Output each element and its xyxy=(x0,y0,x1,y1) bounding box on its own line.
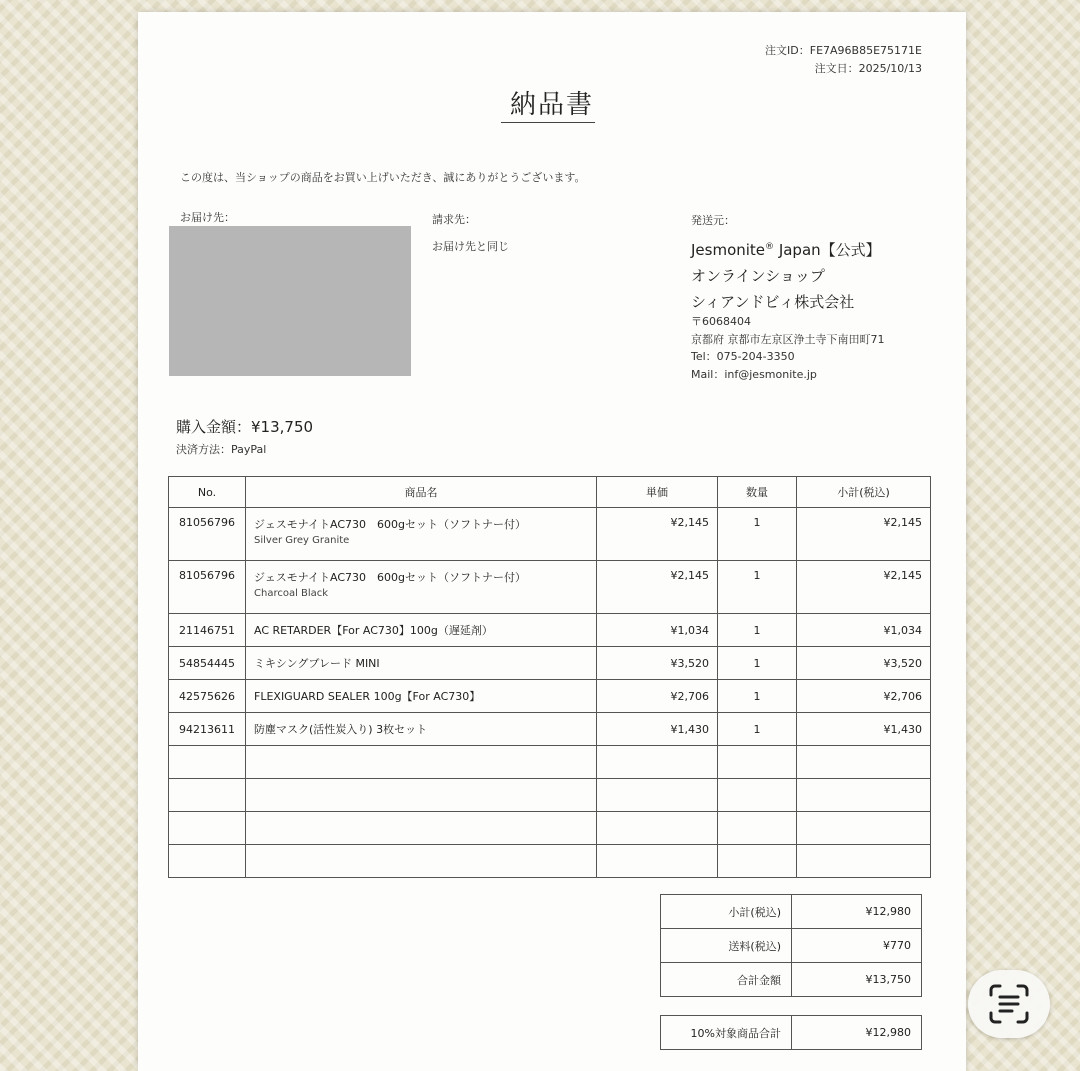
product-variant: Silver Grey Granite xyxy=(254,535,350,546)
row-price: ¥2,145 xyxy=(597,561,718,614)
row-price: ¥2,706 xyxy=(597,680,718,713)
table-row xyxy=(169,614,931,647)
summary-table xyxy=(660,894,922,997)
sender-company xyxy=(691,234,881,315)
table-header xyxy=(169,477,931,508)
row-subtotal: ¥2,145 xyxy=(797,508,931,561)
tax10-value: ¥12,980 xyxy=(792,1016,922,1050)
table-row xyxy=(169,680,931,713)
order-id: 注文ID：FE7A96B85E75171E xyxy=(765,44,922,57)
row-name xyxy=(246,508,597,561)
row-no: 21146751 xyxy=(169,614,246,647)
row-no: 42575626 xyxy=(169,680,246,713)
table-row xyxy=(169,508,931,561)
text-scan-button[interactable] xyxy=(968,970,1050,1038)
summary-row xyxy=(661,963,922,997)
row-name xyxy=(246,561,597,614)
greeting-text: この度は、当ショップの商品をお買い上げいただき、誠にありがとうございます。 xyxy=(180,171,586,184)
product-variant: Charcoal Black xyxy=(254,588,329,599)
row-qty: 1 xyxy=(718,508,797,561)
col-price: 単価 xyxy=(597,477,718,508)
street-address: 京都府 京都市左京区浄土寺下南田町71 xyxy=(691,332,885,346)
sender-label: 発送元： xyxy=(691,214,735,227)
company-suffix: Japan【公式】 xyxy=(774,241,881,259)
empty-row xyxy=(169,812,931,845)
summary-shipping-label: 送料(税込) xyxy=(661,929,792,963)
summary-subtotal-label: 小計(税込) xyxy=(661,895,792,929)
row-name: ミキシングブレード MINI xyxy=(246,647,597,680)
row-qty: 1 xyxy=(718,647,797,680)
table-row xyxy=(169,647,931,680)
row-no: 54854445 xyxy=(169,647,246,680)
purchase-total: 購入金額：¥13,750 xyxy=(176,418,314,436)
col-subtotal: 小計(税込) xyxy=(797,477,931,508)
summary-row xyxy=(661,1016,922,1050)
col-qty: 数量 xyxy=(718,477,797,508)
row-no: 94213611 xyxy=(169,713,246,746)
table-row xyxy=(169,713,931,746)
company-name: シィアンドビィ株式会社 xyxy=(691,293,855,311)
row-name: AC RETARDER【For AC730】100g（遅延剤） xyxy=(246,614,597,647)
row-name: 防塵マスク(活性炭入り) 3枚セット xyxy=(246,713,597,746)
row-name: FLEXIGUARD SEALER 100g【For AC730】 xyxy=(246,680,597,713)
text-scan-icon xyxy=(988,983,1030,1025)
row-price: ¥3,520 xyxy=(597,647,718,680)
row-subtotal: ¥3,520 xyxy=(797,647,931,680)
row-qty: 1 xyxy=(718,680,797,713)
row-subtotal: ¥1,430 xyxy=(797,713,931,746)
tax-summary-table xyxy=(660,1015,922,1050)
summary-row xyxy=(661,895,922,929)
summary-subtotal: ¥12,980 xyxy=(792,895,922,929)
company-brand: Jesmonite xyxy=(691,241,766,259)
row-subtotal: ¥2,706 xyxy=(797,680,931,713)
row-no: 81056796 xyxy=(169,508,246,561)
row-qty: 1 xyxy=(718,614,797,647)
email: Mail：inf@jesmonite.jp xyxy=(691,367,817,381)
delivery-note xyxy=(138,12,966,1071)
row-subtotal: ¥1,034 xyxy=(797,614,931,647)
registered-mark: ® xyxy=(765,242,775,252)
summary-total: ¥13,750 xyxy=(792,963,922,997)
row-no: 81056796 xyxy=(169,561,246,614)
row-subtotal: ¥2,145 xyxy=(797,561,931,614)
empty-row xyxy=(169,779,931,812)
empty-row xyxy=(169,845,931,878)
sender-address xyxy=(691,313,885,383)
company-shop: オンラインショップ xyxy=(691,267,825,285)
bill-to-value: お届け先と同じ xyxy=(432,240,509,253)
redacted-address xyxy=(169,226,411,376)
row-price: ¥2,145 xyxy=(597,508,718,561)
telephone: Tel：075-204-3350 xyxy=(691,350,795,363)
tax10-label: 10%対象商品合計 xyxy=(661,1016,792,1050)
row-qty: 1 xyxy=(718,561,797,614)
order-date: 注文日：2025/10/13 xyxy=(814,62,922,75)
product-name: ジェスモナイトAC730 600gセット（ソフトナー付） xyxy=(254,571,526,584)
row-price: ¥1,034 xyxy=(597,614,718,647)
document-title: 納品書 xyxy=(509,90,594,120)
col-no: No. xyxy=(169,477,246,508)
row-qty: 1 xyxy=(718,713,797,746)
summary-shipping: ¥770 xyxy=(792,929,922,963)
ship-to-label: お届け先： xyxy=(180,211,235,224)
postal-code: 〒6068404 xyxy=(691,315,751,328)
table-row xyxy=(169,561,931,614)
summary-row xyxy=(661,929,922,963)
bill-to-label: 請求先： xyxy=(432,213,476,226)
empty-row xyxy=(169,746,931,779)
title-underline xyxy=(501,122,595,123)
col-name: 商品名 xyxy=(246,477,597,508)
summary-total-label: 合計金額 xyxy=(661,963,792,997)
row-price: ¥1,430 xyxy=(597,713,718,746)
items-table xyxy=(168,476,931,878)
product-name: ジェスモナイトAC730 600gセット（ソフトナー付） xyxy=(254,518,526,531)
payment-method: 決済方法：PayPal xyxy=(176,443,267,456)
